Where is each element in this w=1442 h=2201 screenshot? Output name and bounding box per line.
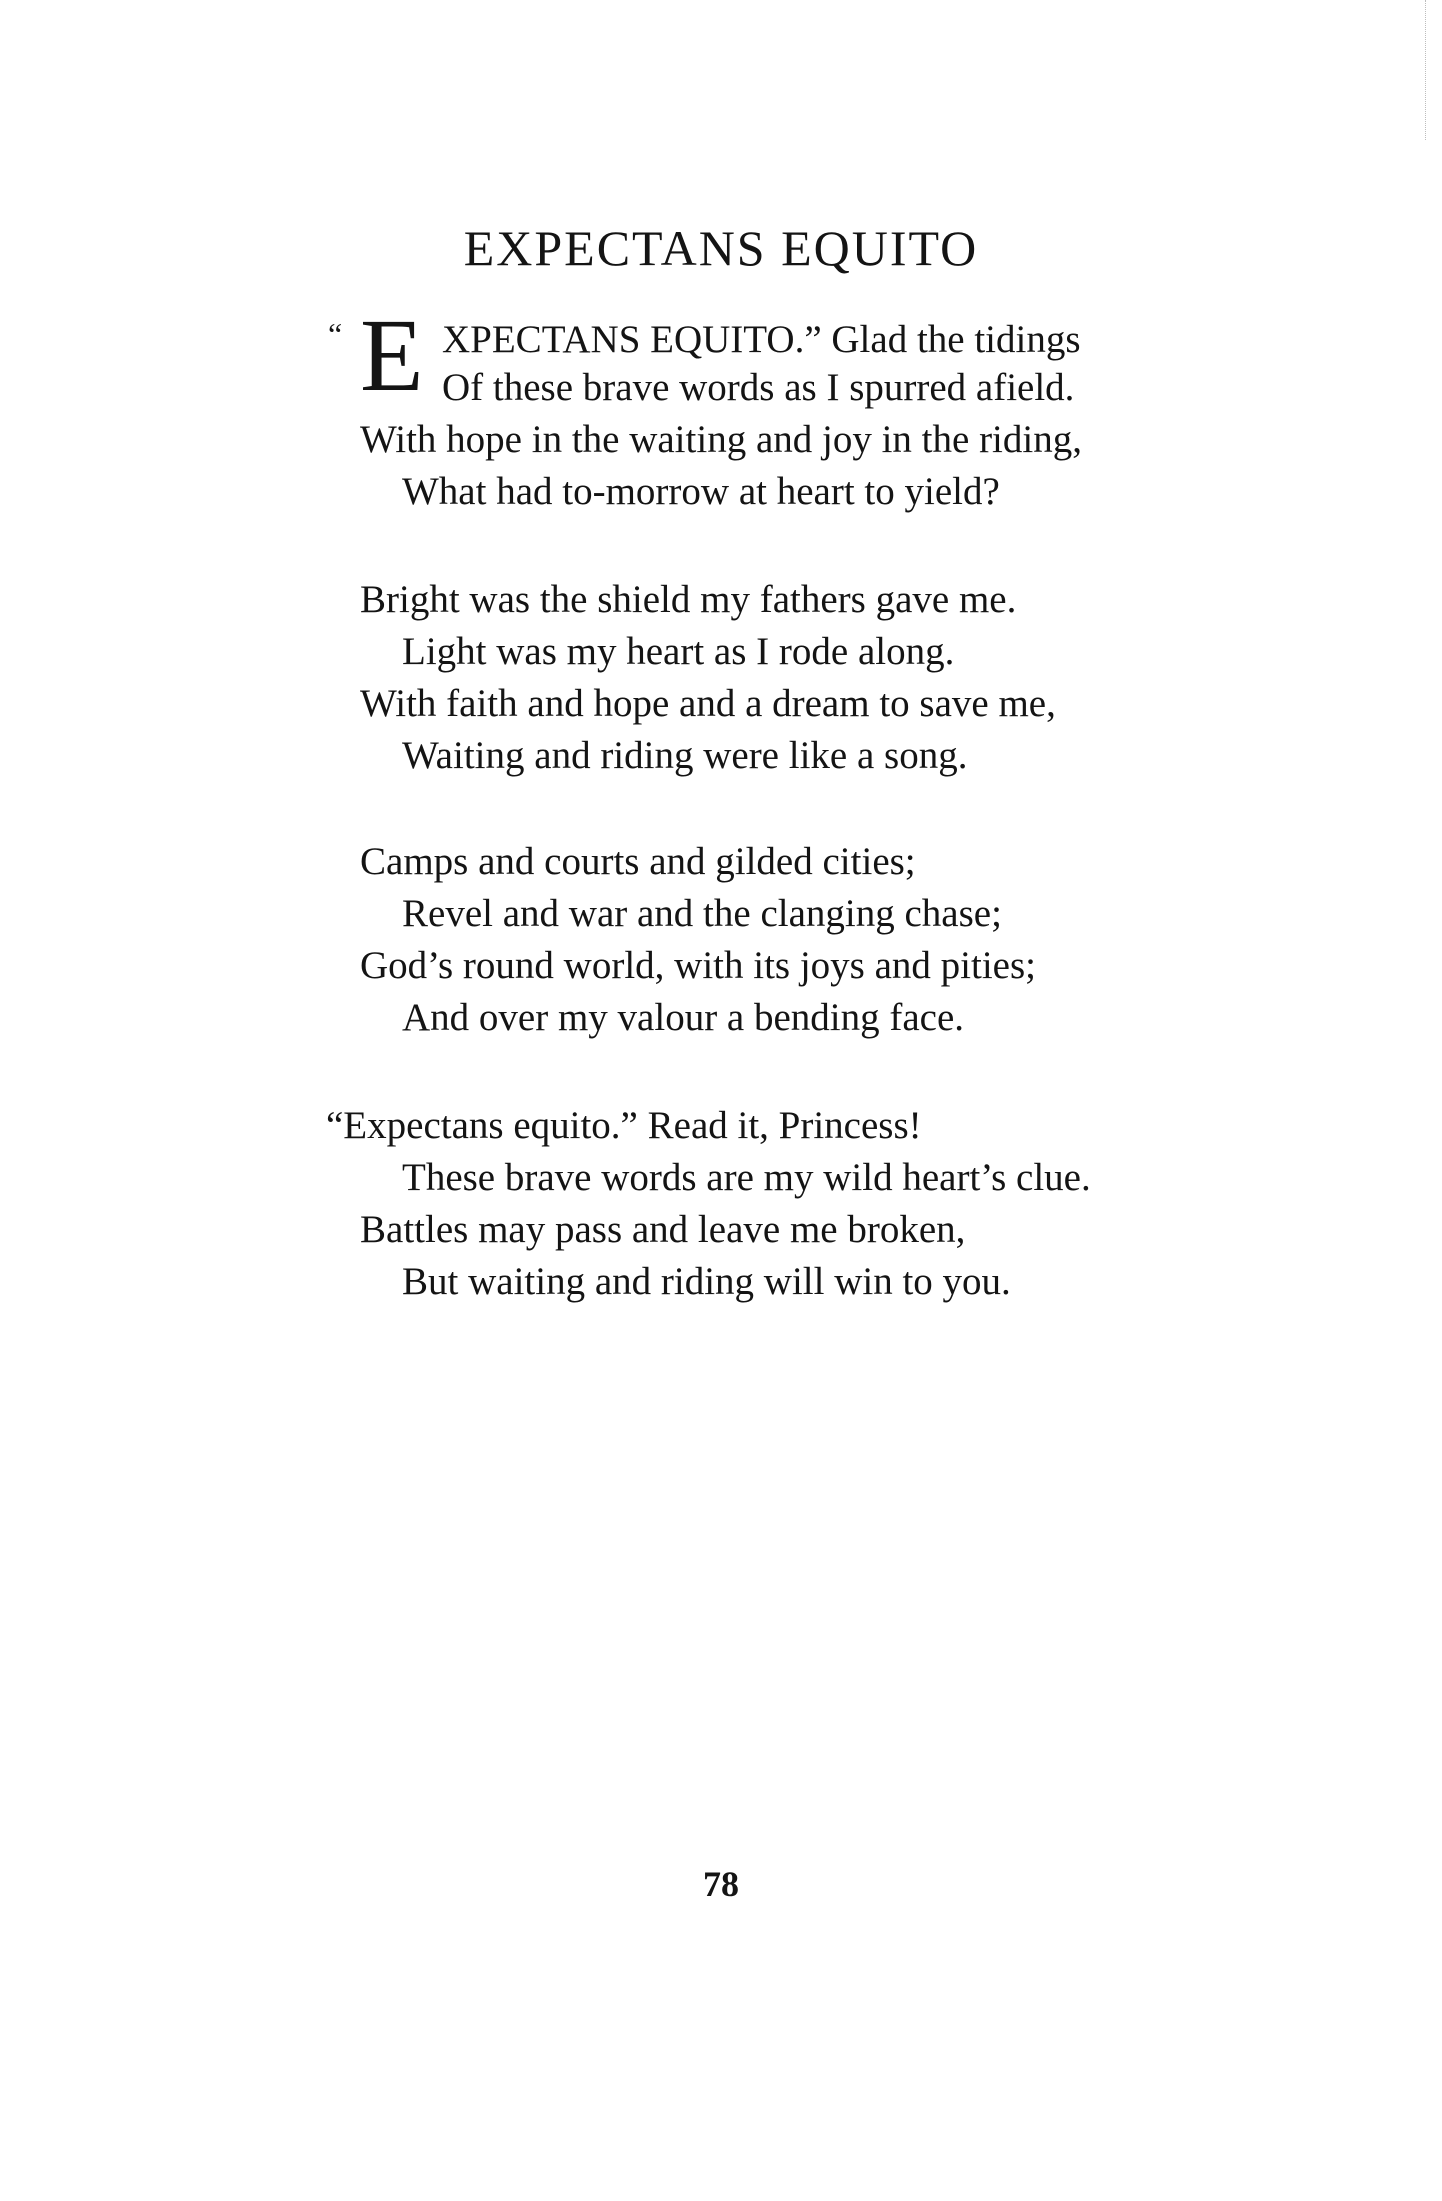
stanza3-line4: And over my valour a bending face. [402, 996, 965, 1039]
stanza4-line1: “Expectans equito.” Read it, Princess! [326, 1104, 922, 1147]
stanza3-line2: Revel and war and the clanging chase; [402, 892, 1002, 935]
stanza3-line3: God’s round world, with its joys and pities; [360, 944, 1036, 987]
stanza1-line1: XPECTANS EQUITO.” Glad the tidings [442, 318, 1081, 361]
stanza4-line2: These brave words are my wild heart’s clue. [402, 1156, 1091, 1199]
page-number: 78 [703, 1864, 739, 1904]
stanza2-line1: Bright was the shield my fathers gave me. [360, 578, 1017, 621]
drop-cap-initial: E [360, 298, 424, 413]
stanza4-line3: Battles may pass and leave me broken, [360, 1208, 966, 1251]
stanza1-line2: Of these brave words as I spurred afield. [442, 366, 1075, 409]
stanza1-line3: With hope in the waiting and joy in the riding, [360, 418, 1082, 461]
stanza2-line3: With faith and hope and a dream to save me, [360, 682, 1056, 725]
stanza2-line2: Light was my heart as I rode along. [402, 630, 955, 673]
stanza1-line4: What had to-morrow at heart to yield? [402, 470, 1000, 513]
stanza2-line4: Waiting and riding were like a song. [402, 734, 968, 777]
stanza3-line1: Camps and courts and gilded cities; [360, 840, 916, 883]
poem-title: EXPECTANS EQUITO [463, 220, 979, 276]
stanza4-line4: But waiting and riding will win to you. [402, 1260, 1011, 1303]
opening-quote-mark: “ [328, 316, 343, 352]
